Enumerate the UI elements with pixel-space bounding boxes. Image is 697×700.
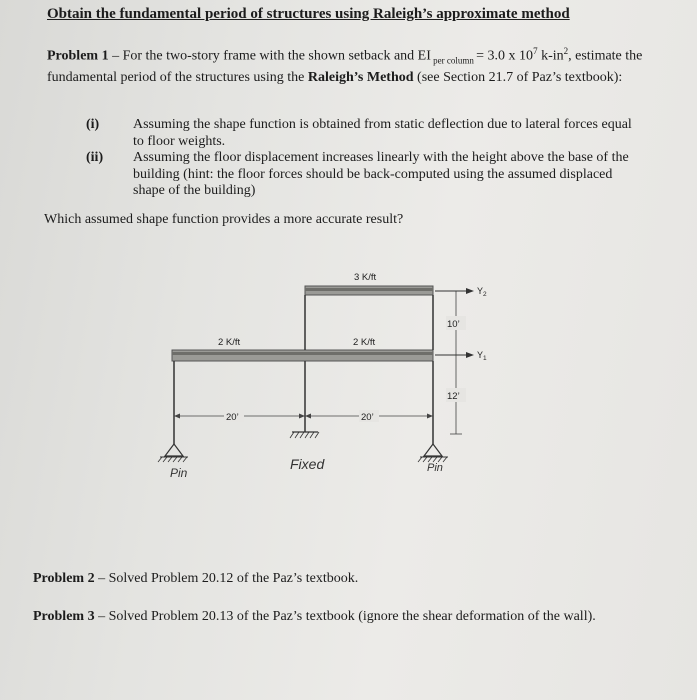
item-i-number: (i) <box>86 117 100 132</box>
page-heading: Obtain the fundamental period of structures using Raleigh’s approximate method <box>47 6 570 22</box>
problem-1-text-e: (see Section 21.7 of Paz’s textbook): <box>413 70 623 86</box>
problem-3-dash: – <box>94 609 109 624</box>
top-beam-shade <box>305 288 433 291</box>
method-name: Raleigh’s Method <box>307 70 414 86</box>
frame-diagram <box>140 262 520 487</box>
fixed-label: Fixed <box>290 456 325 472</box>
problem-1-statement <box>47 43 657 86</box>
lower-story-height-label: 12’ <box>447 391 460 402</box>
y1-label <box>477 350 487 362</box>
item-ii-text: Assuming the floor displacement increases linearly with the height above the base of the building (hint: the floor forces should be back-computed using the assumed displaced shape of the building) <box>133 150 629 198</box>
bottom-beam-shade <box>172 352 433 355</box>
right-pin-support-icon <box>424 444 442 456</box>
problem-1-label: Problem 1 <box>47 48 109 64</box>
problem-1-dash: – <box>108 48 123 64</box>
item-i-text: Assuming the shape function is obtained from static deflection due to lateral forces equal to floor weights. <box>133 117 632 149</box>
item-i <box>86 117 646 151</box>
question-text: Which assumed shape function provides a more accurate result? <box>44 212 404 227</box>
fixed-support-icon <box>290 432 319 438</box>
problem-2-dash: – <box>94 571 109 586</box>
problem-3-text: Solved Problem 20.13 of the Paz’s textbook (ignore the shear deformation of the wall). <box>108 609 596 624</box>
per-column-subscript: per column <box>430 55 477 66</box>
y2-letter: Y <box>477 286 484 296</box>
left-ground-hatch <box>158 457 187 462</box>
item-ii-number: (ii) <box>86 150 104 165</box>
y1-arrow-head <box>466 352 474 358</box>
upper-story-height-label: 10’ <box>447 319 460 330</box>
problem-2-label: Problem 2 <box>33 571 95 586</box>
pin-label-left: Pin <box>170 466 188 480</box>
y1-letter: Y <box>477 350 484 360</box>
dim-arrow-mid-left <box>299 414 305 419</box>
y2-arrow-head <box>466 288 474 294</box>
item-ii <box>86 150 646 200</box>
left-span-label: 20’ <box>226 412 239 423</box>
first-floor-beam <box>172 350 433 361</box>
y2-label <box>477 286 487 298</box>
right-span-label: 20’ <box>361 412 374 423</box>
dim-arrow-left <box>174 414 180 419</box>
problem-1-text-c: k-in <box>537 48 564 64</box>
top-load-label: 3 K/ft <box>354 272 377 283</box>
problem-1-text-d: , estimate the fundamental period of the structures using the <box>47 48 643 86</box>
y1-subscript: 1 <box>483 355 487 362</box>
left-pin-support-icon <box>165 444 183 456</box>
problem-2-statement <box>33 571 358 587</box>
dim-arrow-mid-right <box>305 414 311 419</box>
middle-load-label: 2 K/ft <box>353 337 376 348</box>
pin-label-right: Pin <box>427 462 443 474</box>
exponent-7: 7 <box>533 46 538 56</box>
exponent-2: 2 <box>563 46 569 56</box>
dim-arrow-right <box>427 414 433 419</box>
problem-1-text-a: For the two-story frame with the shown setback and EI <box>122 48 431 64</box>
problem-3-statement <box>33 607 663 626</box>
problem-2-text: Solved Problem 20.12 of the Paz’s textbook. <box>108 571 359 586</box>
problem-3-label: Problem 3 <box>33 609 95 624</box>
y2-subscript: 2 <box>483 291 487 298</box>
problem-1-text-b: = 3.0 x 10 <box>476 48 534 64</box>
left-load-label: 2 K/ft <box>218 337 241 348</box>
